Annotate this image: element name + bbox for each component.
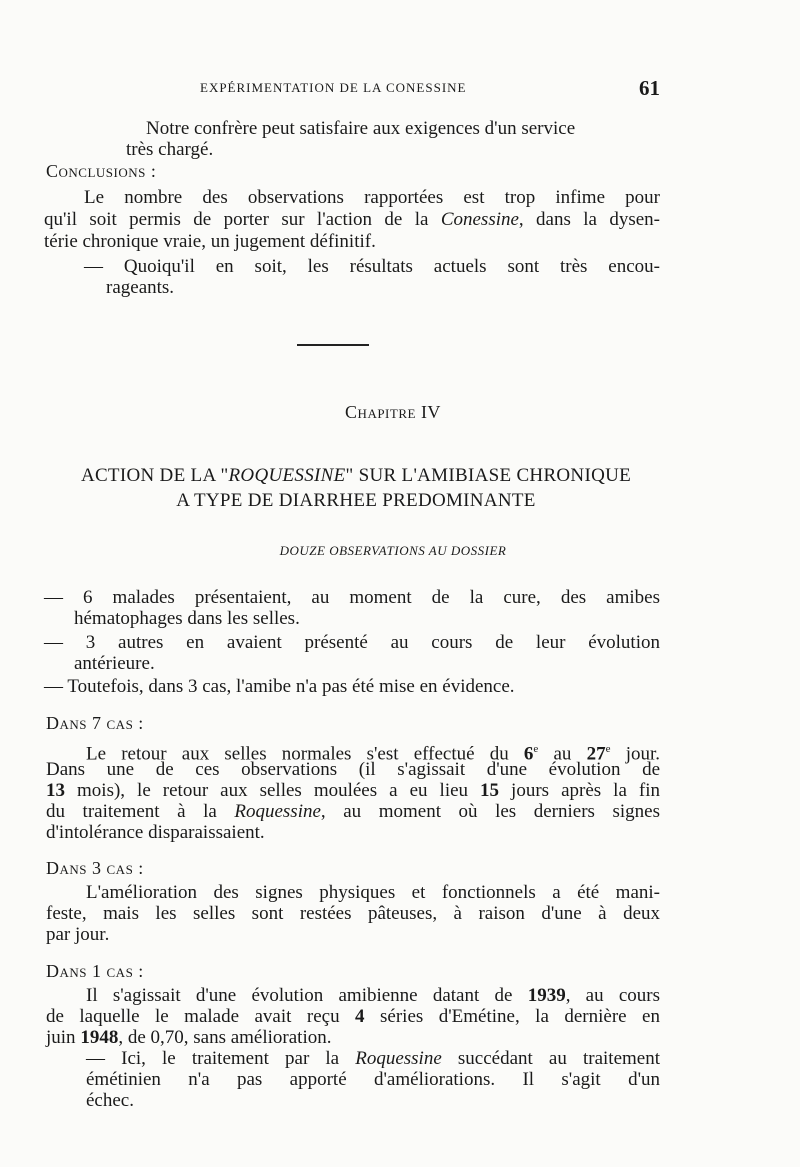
chapter-heading: Chapitre IV — [345, 402, 441, 422]
section-label-case3: Dans 3 cas : — [46, 858, 144, 878]
text-line: échec. — [86, 1090, 134, 1111]
text-line: antérieure. — [74, 653, 155, 674]
chapter-title-line: ACTION DE LA "ROQUESSINE" SUR L'AMIBIASE CHRONIQUE — [80, 465, 632, 486]
page-number: 61 — [639, 76, 660, 100]
text-line: très chargé. — [126, 139, 214, 160]
section-label-case7: Dans 7 cas : — [46, 713, 144, 733]
chapter-subtitle: DOUZE OBSERVATIONS AU DOSSIER — [279, 543, 507, 558]
running-title: EXPÉRIMENTATION DE LA CONESSINE — [200, 80, 467, 95]
text-line: qu'il soit permis de porter sur l'action de la Conessine, dans la dysen- — [44, 209, 660, 230]
text-line: feste, mais les selles sont restées pâteuses, à raison d'une à deux — [46, 903, 660, 924]
text-line: d'intolérance disparaissaient. — [46, 822, 265, 843]
text-line: émétinien n'a pas apporté d'améliorations. Il s'agit d'un — [86, 1069, 660, 1090]
section-label-case1: Dans 1 cas : — [46, 961, 144, 981]
list-item: — Toutefois, dans 3 cas, l'amibe n'a pas été mise en évidence. — [44, 676, 515, 697]
text-line: térie chronique vraie, un jugement définitif. — [44, 231, 376, 252]
text-line: 13 mois), le retour aux selles moulées a eu lieu 15 jours après la fin — [46, 780, 660, 801]
text-line: Le nombre des observations rapportées est trop infime pour — [84, 187, 660, 208]
text-line: Dans une de ces observations (il s'agissait d'une évolution de — [46, 759, 660, 780]
text-line: hématophages dans les selles. — [74, 608, 300, 629]
list-item: — 3 autres en avaient présenté au cours de leur évolution — [44, 632, 660, 653]
text-line: Le retour aux selles normales s'est effectué du 6e au 27e jour. — [86, 743, 661, 765]
text-line: du traitement à la Roquessine, au moment où les derniers signes — [46, 801, 660, 822]
chapter-title-line: A TYPE DE DIARRHEE PREDOMINANTE — [176, 490, 536, 511]
text-line: par jour. — [46, 924, 110, 945]
text-line: — Quoiqu'il en soit, les résultats actuels sont très encou- — [84, 256, 660, 277]
text-line: de laquelle le malade avait reçu 4 séries d'Emétine, la dernière en — [46, 1006, 660, 1027]
text-line: Il s'agissait d'une évolution amibienne datant de 1939, au cours — [86, 985, 660, 1006]
text-line: Notre confrère peut satisfaire aux exigences d'un service — [146, 118, 576, 139]
running-header — [200, 76, 660, 102]
section-label-conclusions: Conclusions : — [46, 161, 157, 181]
text-line: rageants. — [106, 277, 175, 298]
list-item: — 6 malades présentaient, au moment de la cure, des amibes — [44, 587, 660, 608]
section-divider — [297, 344, 369, 346]
text-line: juin 1948, de 0,70, sans amélioration. — [46, 1027, 332, 1048]
text-line: — Ici, le traitement par la Roquessine succédant au traitement — [86, 1048, 661, 1069]
text-line: L'amélioration des signes physiques et fonctionnels a été mani- — [86, 882, 660, 903]
